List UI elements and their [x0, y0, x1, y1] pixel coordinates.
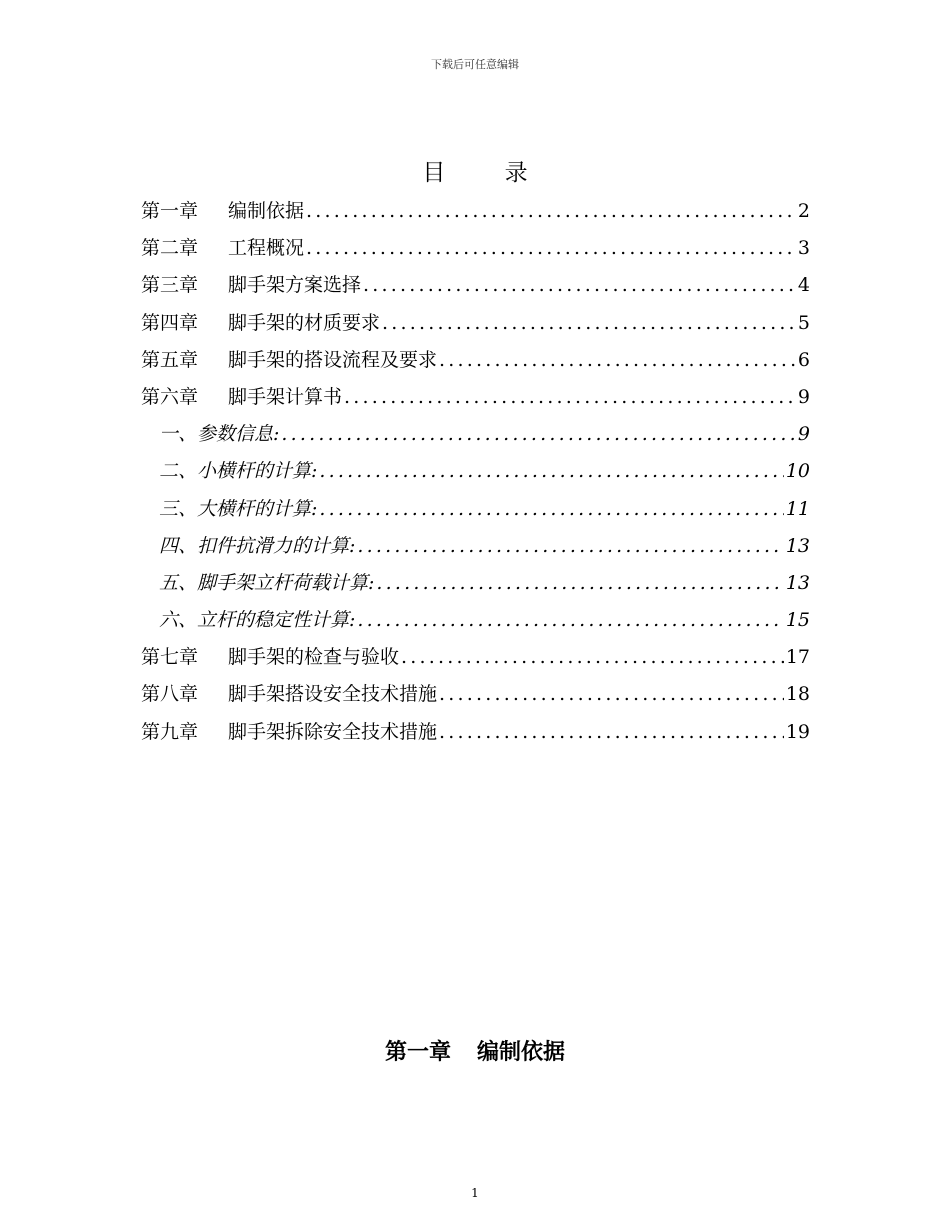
toc-chapter-number: 第四章 — [141, 311, 199, 334]
toc-leader-dots — [317, 453, 783, 490]
toc-chapter-number: 第九章 — [141, 720, 199, 743]
toc-page-number: 3 — [797, 237, 810, 260]
toc-leader-dots — [437, 342, 796, 379]
toc-page-number: 2 — [797, 200, 810, 222]
toc-entry-section-4[interactable] — [141, 528, 810, 565]
toc-entry-text: 三、大横杆的计算: — [159, 497, 318, 520]
toc-entry-text: 一、参数信息: — [159, 423, 280, 446]
toc-entry-chapter-3[interactable] — [141, 267, 810, 304]
toc-entry-chapter-5[interactable] — [141, 342, 810, 379]
toc-leader-dots — [304, 193, 796, 230]
toc-entry-text: 工程概况 — [228, 237, 305, 260]
toc-leader-dots — [355, 528, 783, 565]
toc-leader-dots — [399, 639, 784, 676]
toc-entry-text: 五、脚手架立杆荷载计算: — [159, 571, 375, 594]
toc-entry-text: 编制依据 — [228, 200, 305, 222]
toc-entry-text: 脚手架计算书 — [228, 385, 343, 408]
chapter-heading — [0, 1035, 950, 1066]
toc-entry-text: 脚手架的检查与验收 — [228, 646, 400, 669]
toc-leader-dots — [361, 267, 796, 304]
toc-chapter-number: 第七章 — [141, 646, 199, 669]
toc-chapter-number: 第二章 — [141, 237, 199, 260]
toc-page-number: 13 — [785, 571, 810, 594]
toc-entry-chapter-6[interactable] — [141, 379, 810, 416]
toc-entry-chapter-9[interactable] — [141, 714, 810, 751]
toc-chapter-number: 第五章 — [141, 348, 199, 371]
toc-page-number: 18 — [785, 683, 810, 706]
toc-entry-text: 脚手架拆除安全技术措施 — [228, 720, 438, 743]
toc-entry-chapter-2[interactable] — [141, 230, 810, 267]
toc-page-number: 6 — [797, 348, 810, 371]
toc-entry-chapter-1[interactable] — [141, 193, 810, 230]
toc-entry-chapter-7[interactable] — [141, 639, 810, 676]
toc-chapter-number: 第八章 — [141, 683, 199, 706]
toc-leader-dots — [380, 305, 796, 342]
toc-leader-dots — [437, 714, 784, 751]
toc-entry-section-5[interactable] — [141, 565, 810, 602]
toc-entry-text: 脚手架搭设安全技术措施 — [228, 683, 438, 706]
toc-entry-chapter-4[interactable] — [141, 305, 810, 342]
toc-page-number: 17 — [785, 646, 810, 669]
toc-entry-text: 六、立杆的稳定性计算: — [159, 609, 356, 632]
toc-page-number: 11 — [785, 497, 810, 520]
toc-chapter-number: 第六章 — [141, 385, 199, 408]
toc-page-number: 15 — [785, 609, 810, 632]
toc-page-number: 9 — [797, 385, 810, 408]
toc-leader-dots — [374, 565, 783, 602]
toc-title: 目 录 — [422, 160, 554, 186]
toc-leader-dots — [342, 379, 796, 416]
header-note: 下载后可任意编辑 — [431, 58, 519, 71]
toc-entry-chapter-8[interactable] — [141, 676, 810, 713]
table-of-contents — [141, 193, 810, 751]
toc-leader-dots — [317, 491, 783, 528]
toc-leader-dots — [304, 230, 796, 267]
toc-page-number: 5 — [797, 311, 810, 334]
toc-chapter-number: 第一章 — [141, 200, 199, 222]
toc-chapter-number: 第三章 — [141, 274, 199, 297]
toc-page-number: 4 — [797, 274, 810, 297]
toc-entry-section-6[interactable] — [141, 602, 810, 639]
toc-leader-dots — [437, 676, 784, 713]
toc-entry-section-1[interactable] — [141, 416, 810, 453]
toc-entry-section-3[interactable] — [141, 491, 810, 528]
toc-entry-text: 四、扣件抗滑力的计算: — [159, 534, 356, 557]
toc-page-number: 9 — [797, 423, 810, 446]
toc-page-number: 10 — [785, 460, 810, 483]
toc-leader-dots — [279, 416, 796, 453]
toc-page-number: 13 — [785, 534, 810, 557]
toc-entry-text: 脚手架的搭设流程及要求 — [228, 348, 438, 371]
toc-page-number: 19 — [785, 720, 810, 743]
chapter-heading-title: 编制依据 — [477, 1040, 566, 1065]
chapter-heading-number: 第一章 — [384, 1040, 451, 1065]
toc-entry-text: 脚手架的材质要求 — [228, 311, 381, 334]
page-number: 1 — [471, 1186, 479, 1200]
toc-entry-text: 脚手架方案选择 — [228, 274, 362, 297]
toc-entry-text: 二、小横杆的计算: — [159, 460, 318, 483]
toc-leader-dots — [355, 602, 783, 639]
toc-entry-section-2[interactable] — [141, 453, 810, 490]
